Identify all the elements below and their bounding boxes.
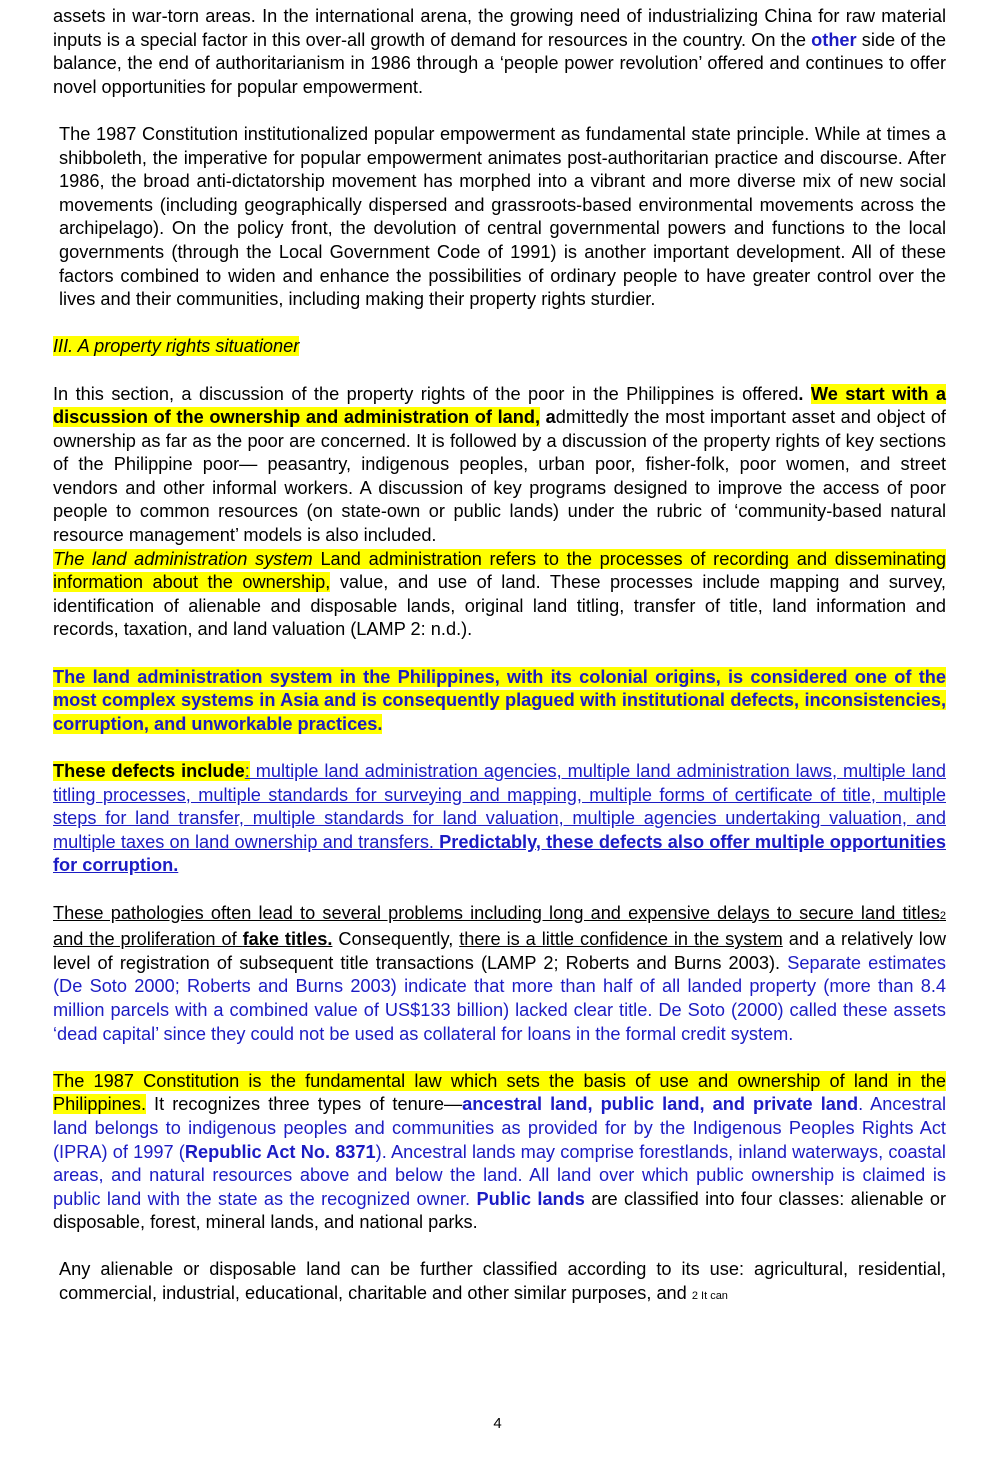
subheading-land-administration: The land administration system <box>53 548 313 569</box>
underlined-bold-blue-text: Predictably, these defects also offer multiple opportunities for corruption. <box>53 831 946 876</box>
paragraph-complex-system <box>53 666 946 737</box>
footnote-marker: 2 <box>939 909 946 922</box>
document-page <box>53 5 946 1309</box>
text-run: . <box>798 383 811 404</box>
text-run: Consequently, <box>332 929 460 950</box>
page-number: 4 <box>493 1415 502 1432</box>
paragraph-constitution-empowerment: The 1987 Constitution institutionalized popular empowerment as fundamental state principle. While at times a shibboleth, the imperative for popular empowerment animates post-authoritarian practice and discourse. After 1986, the broad anti-dictatorship movement has morphed into a vibrant and more diverse mix of new social movements (including geographically dispersed and grassroots-based environmental movements across the archipelago). On the policy front, the devolution of central governmental powers and functions to the local governments (through the Local Government Code of 1991) is another important development. All of these factors combined to widen and enhance the possibilities of ordinary people to have greater control over the lives and their communities, including making their property rights sturdier. <box>59 123 946 310</box>
text-run: side of the balance, the end of authoritarianism in 1986 through a ‘people power revolution’ offered and continues to offer novel opportunities for popular empowerment. <box>53 29 946 97</box>
text-run: and a relatively low level of registration of subsequent title transactions (LAMP 2; Roberts and Burns 2003). <box>53 929 947 973</box>
footnote-marker: 2 <box>691 1290 698 1303</box>
paragraph-authoritarianism <box>53 5 946 99</box>
paragraph-section-intro <box>53 383 946 548</box>
underlined-text: These pathologies often lead to several problems including long and expensive delays to secure land titles <box>53 902 940 923</box>
underlined-bold-text: fake titles. <box>242 929 333 950</box>
paragraph-pathologies <box>53 902 946 1047</box>
blue-text: Separate estimates (De Soto 2000; Roberts and Burns 2003) indicate that more than half of all landed property (more than 8.4 million parcels with a combined value of US$133 billion) lacked clear title. De Soto (2000) called these assets ‘dead capital’ since they could not be used as collateral for loans in the formal credit system. <box>53 952 947 1044</box>
highlighted-bold-text: We start with a discussion of the ownership and administration of land, <box>53 383 947 428</box>
highlighted-bold-text: These defects include <box>53 761 245 781</box>
paragraph-alienable-land <box>53 1258 946 1308</box>
text-run: It recognizes three types of tenure— <box>146 1094 463 1115</box>
footnote-text: It can <box>697 1290 728 1303</box>
bold-blue-text: Public lands <box>476 1188 585 1209</box>
blue-text: ). Ancestral lands may comprise forestlands, inland waterways, coastal areas, and natural resources above and below the land. All land over which public ownership is claimed is public land with the state as the recognized owner. <box>53 1141 946 1209</box>
section-heading <box>53 335 946 359</box>
text-run: value, and use of land. These processes include mapping and survey, identification of alienable and disposable lands, original land titling, transfer of title, land information and records, taxation, and land valuation (LAMP 2: n.d.). <box>53 572 946 640</box>
highlighted-text: The 1987 Constitution is the fundamental law which sets the basis of use and ownership of land in the Philippines. <box>53 1070 946 1115</box>
emphasis-other: other <box>811 29 857 50</box>
text-run: Any alienable or disposable land can be further classified according to its use: agricultural, residential, commercial, industrial, educational, charitable and other similar purposes, and <box>59 1259 946 1304</box>
highlighted-text: Land administration refers to the processes of recording and disseminating information about the ownership, <box>53 548 946 593</box>
underlined-text: and the proliferation of <box>53 929 243 950</box>
paragraph-tenure-types <box>53 1070 946 1235</box>
text-run: In this section, a discussion of the property rights of the poor in the Philippines is offered <box>53 383 799 404</box>
underlined-blue-text: multiple land administration agencies, multiple land administration laws, multiple land titling processes, multiple standards for surveying and mapping, multiple forms of certificate of title, multiple steps for land transfer, multiple standards for land valuation, multiple agencies undertaking valuation, and multiple taxes on land ownership and transfers. <box>53 761 946 852</box>
highlighted-bold-blue-text: The land administration system in the Philippines, with its colonial origins, is considered one of the most complex systems in Asia and is consequently plagued with institutional defects, inconsistencies, corruption, and unworkable practices. <box>53 666 946 734</box>
paragraph-land-administration <box>53 548 946 642</box>
bold-blue-text: ancestral land, public land, and private land <box>462 1094 859 1115</box>
text-run: dmittedly the most important asset and object of ownership as far as the poor are concerned. It is followed by a discussion of the property rights of key sections of the Philippine poor— peasantry, indigenous peoples, urban poor, fisher-folk, poor women, and street vendors and other informal workers. A discussion of key programs designed to improve the access of poor people to common resources (on state-own or public lands) under the rubric of ‘community-based natural resource management’ models is also included. <box>53 407 946 546</box>
text-run: a <box>545 407 556 428</box>
text-run: : <box>244 761 250 781</box>
underlined-text: there is a little confidence in the system <box>459 929 783 950</box>
section-heading-text: III. A property rights situationer <box>53 336 300 357</box>
bold-blue-text: Republic Act No. 8371 <box>184 1141 376 1162</box>
paragraph-defects <box>53 760 946 878</box>
text-run: are classified into four classes: alienable or disposable, forest, mineral lands, and national parks. <box>53 1188 946 1233</box>
blue-text: . Ancestral land belongs to indigenous peoples and communities as provided for by the Indigenous Peoples Rights Act (IPRA) of 1997 ( <box>53 1094 946 1162</box>
text-run: assets in war-torn areas. In the international arena, the growing need of industrializing China for raw material inputs is a special factor in this over-all growth of demand for resources in the country. On the <box>53 6 946 50</box>
